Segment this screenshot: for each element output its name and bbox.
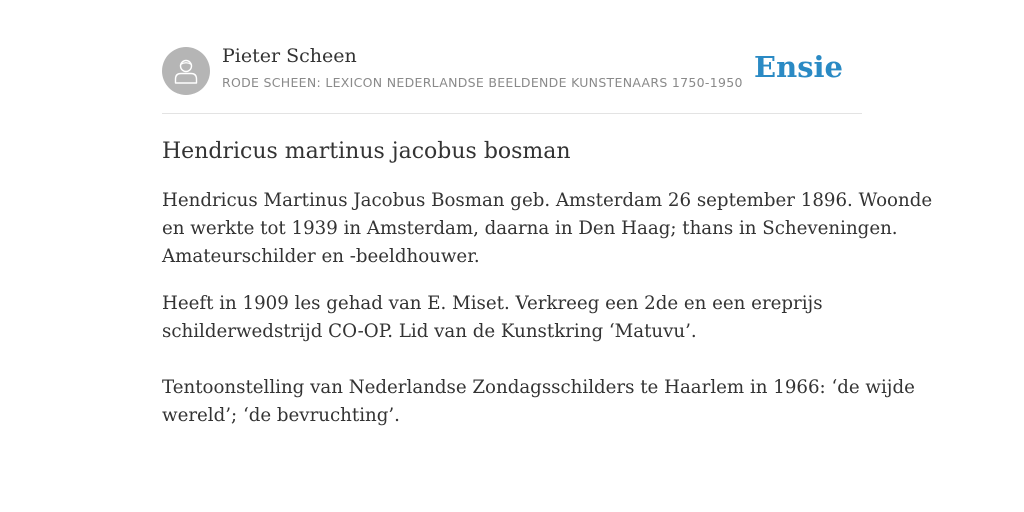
brand-logo[interactable]: Ensie bbox=[754, 50, 843, 84]
article-paragraph bbox=[162, 374, 915, 430]
paragraph-line: Hendricus Martinus Jacobus Bosman geb. Amsterdam 26 september 1896. Woonde bbox=[162, 190, 933, 211]
paragraph-line: Amateurschilder en -beeldhouwer. bbox=[162, 246, 480, 267]
paragraph-line: wereld’; ‘de bevruchting’. bbox=[162, 405, 400, 426]
user-icon bbox=[171, 56, 201, 86]
paragraph-line: Tentoonstelling van Nederlandse Zondagsschilders te Haarlem in 1966: ‘de wijde bbox=[162, 377, 915, 398]
paragraph-line: schilderwedstrijd CO-OP. Lid van de Kunstkring ‘Matuvu’. bbox=[162, 321, 697, 342]
article-title: Hendricus martinus jacobus bosman bbox=[162, 139, 571, 164]
paragraph-line: en werkte tot 1939 in Amsterdam, daarna in Den Haag; thans in Scheveningen. bbox=[162, 218, 898, 239]
article-paragraph bbox=[162, 290, 862, 346]
source-label[interactable]: RODE SCHEEN: LEXICON NEDERLANDSE BEELDENDE KUNSTENAARS 1750-1950 bbox=[222, 75, 743, 90]
author-name[interactable]: Pieter Scheen bbox=[222, 45, 357, 67]
article-header bbox=[162, 38, 862, 114]
article-paragraph bbox=[162, 187, 933, 271]
paragraph-line: Heeft in 1909 les gehad van E. Miset. Verkreeg een 2de en een ereprijs bbox=[162, 293, 823, 314]
author-avatar[interactable] bbox=[162, 47, 210, 95]
article-card bbox=[162, 38, 933, 430]
